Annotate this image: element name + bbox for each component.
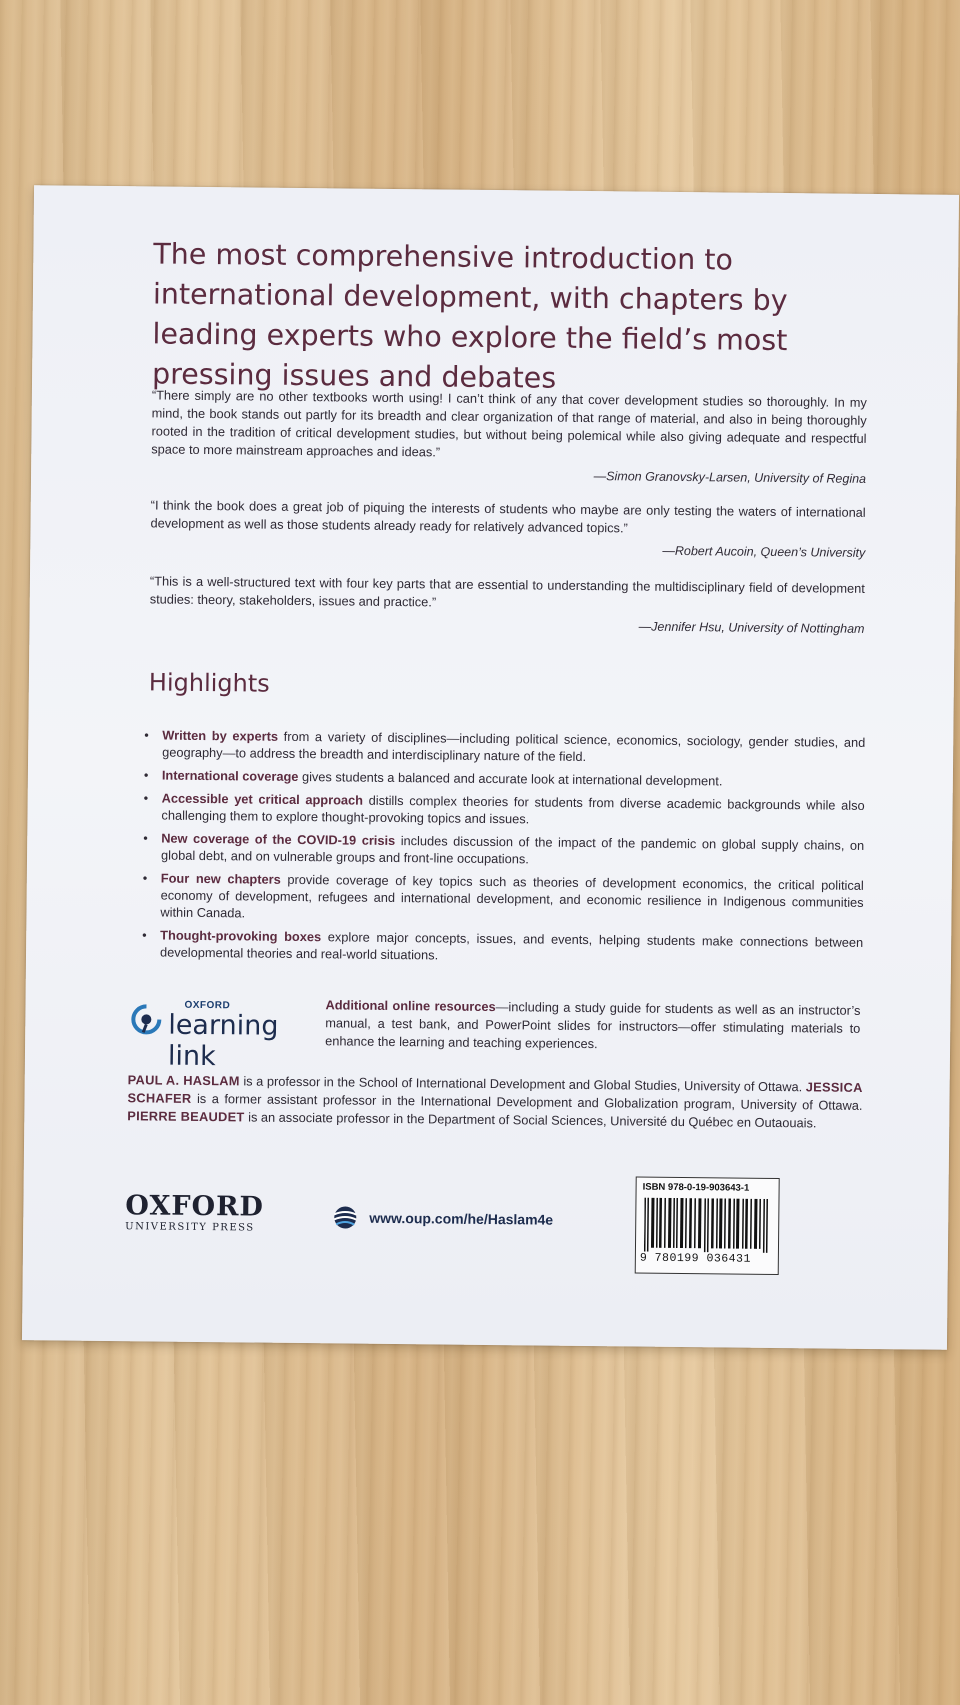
highlight-item bbox=[138, 926, 863, 968]
highlight-bold: International coverage bbox=[161, 767, 299, 784]
quote-attribution: —Robert Aucoin, Queen’s University bbox=[662, 543, 866, 560]
website-link[interactable] bbox=[331, 1203, 553, 1233]
highlight-text: includes discussion of the impact of the pandemic on global supply chains, on global debt, and on vulnerable groups and front-line occupations. bbox=[160, 833, 865, 867]
quote-text: “I think the book does a great job of piquing the interests of students who maybe are only testing the waters of international development as well as those students already ready for relatively advanced topics.” bbox=[150, 497, 866, 536]
publisher-sub: UNIVERSITY PRESS bbox=[125, 1221, 255, 1234]
publisher-name: OXFORD bbox=[125, 1190, 265, 1223]
highlight-bold: Four new chapters bbox=[160, 870, 281, 887]
online-resources-text bbox=[325, 996, 861, 1056]
website-url[interactable]: www.oup.com/he/Haslam4e bbox=[369, 1209, 554, 1228]
quote-text: “There simply are no other textbooks worth using! I can’t think of any that cover development studies so thoroughly. In my mind, the book stands out partly for its breadth and clear organization of that range of material, and also in being thoroughly rooted in the tradition of critical development studies, but without being polemical while also giving adequate and respectful space to more mainstream approaches and ideas.” bbox=[151, 387, 867, 460]
learning-link-main: learning link bbox=[167, 1009, 279, 1073]
highlight-text: explore major concepts, issues, and events, helping students make connections between developmental theories and real-world situations. bbox=[159, 929, 864, 963]
quote-text: “This is a well-structured text with four key parts that are essential to understanding the multidisciplinary field of development studies: theory, stakeholders, issues and practice.” bbox=[149, 573, 865, 610]
author-bio: is a former assistant professor in the International Development and Globalization program, University of Ottawa. bbox=[191, 1090, 863, 1113]
learning-link-logo-icon bbox=[130, 1003, 162, 1035]
author-bio: is an associate professor in the Department of Social Sciences, Université du Québec en Outaouais. bbox=[244, 1109, 817, 1131]
learning-link-top: OXFORD bbox=[184, 999, 231, 1012]
highlight-item bbox=[138, 869, 863, 928]
author-name: PAUL A. HASLAM bbox=[127, 1072, 240, 1089]
highlights-heading: Highlights bbox=[148, 668, 270, 698]
isbn-digits: 9 780199 036431 bbox=[639, 1251, 751, 1266]
oxford-university-press-logo bbox=[125, 1191, 264, 1233]
isbn-label: ISBN 978-0-19-903643-1 bbox=[642, 1181, 750, 1194]
review-quote bbox=[149, 572, 865, 637]
highlight-text: provide coverage of key topics such as theories of development economics, the critical political economy of development, refugees and international development, and economic resilience in Indigenous communities within Canada. bbox=[160, 871, 864, 921]
highlight-item bbox=[140, 766, 865, 791]
review-quote bbox=[150, 496, 866, 561]
highlight-text: distills complex theories for students from diverse academic backgrounds while also challenging them to explore thought-provoking topics and issues. bbox=[161, 792, 865, 827]
highlight-item bbox=[139, 789, 864, 831]
isbn-barcode-box bbox=[635, 1177, 780, 1276]
quote-attribution: —Jennifer Hsu, University of Nottingham bbox=[638, 619, 865, 636]
author-name: PIERRE BEAUDET bbox=[127, 1108, 245, 1125]
author-bio: is a professor in the School of International Development and Global Studies, University of Ottawa. bbox=[239, 1073, 806, 1095]
globe-icon bbox=[331, 1203, 359, 1231]
resources-rest: —including a study guide for students as well as an instructor’s manual, a test bank, and PowerPoint slides for instructors—offer stimulating materials to enhance the learning and teaching experiences. bbox=[325, 999, 861, 1052]
highlight-bold: New coverage of the COVID-19 crisis bbox=[161, 830, 396, 849]
quote-attribution: —Simon Granovsky-Larsen, University of Regina bbox=[593, 469, 867, 486]
highlights-list bbox=[138, 726, 865, 974]
highlight-bold: Accessible yet critical approach bbox=[161, 790, 364, 808]
cover-headline: The most comprehensive introduction to international development, with chapters by leading experts who explore the field’s most pressing issues and debates bbox=[151, 237, 788, 395]
book-back-cover bbox=[22, 185, 959, 1350]
highlight-item bbox=[139, 829, 864, 871]
resources-bold: Additional online resources bbox=[325, 997, 496, 1015]
highlight-bold: Written by experts bbox=[162, 727, 279, 744]
highlight-bold: Thought-provoking boxes bbox=[160, 927, 322, 945]
oxford-learning-link-logo bbox=[130, 993, 321, 1073]
author-bios bbox=[127, 1071, 863, 1133]
review-quote bbox=[151, 386, 867, 487]
author-name: JESSICA SCHAFER bbox=[127, 1079, 863, 1106]
barcode bbox=[644, 1198, 771, 1253]
highlight-text: gives students a balanced and accurate look at international development. bbox=[298, 768, 723, 789]
highlight-text: from a variety of disciplines—including political science, economics, sociology, gender studies, and geography—to address the breadth and interdisciplinary nature of the field. bbox=[162, 728, 866, 765]
highlight-item bbox=[140, 726, 865, 768]
